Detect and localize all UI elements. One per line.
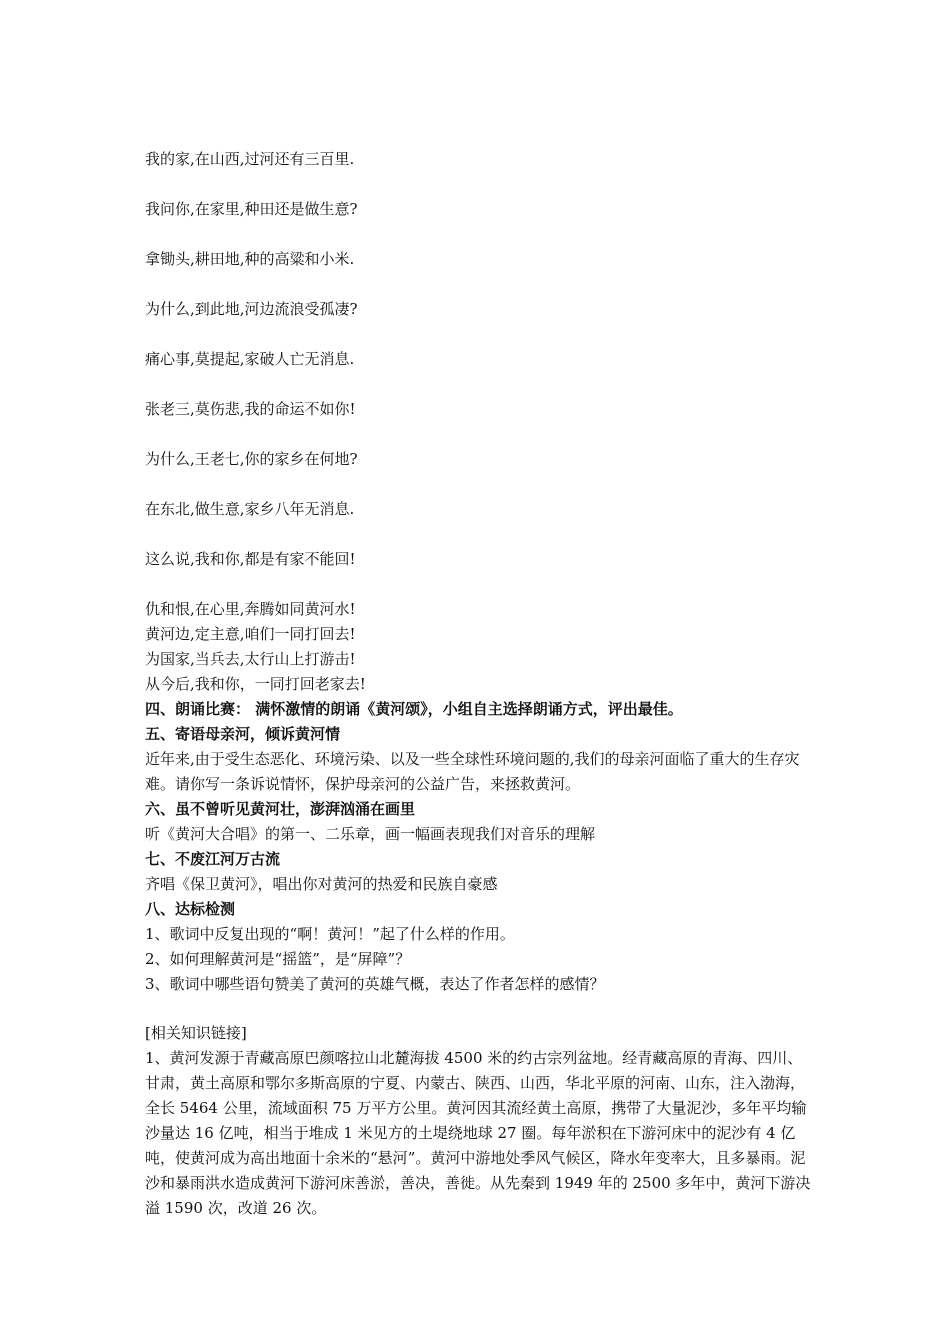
lyric-line: 黄河边,定主意,咱们一同打回去! [145, 625, 356, 643]
section-heading-song: 七、不废江河万古流 [145, 850, 281, 868]
lyric-line: 我的家,在山西,过河还有三百里. [145, 150, 355, 168]
lyric-line: 仇和恨,在心里,奔腾如同黄河水! [145, 600, 356, 618]
section-heading-painting: 六、虽不曾听见黄河壮，澎湃汹涌在画里 [145, 800, 416, 818]
section-body-song: 齐唱《保卫黄河》，唱出你对黄河的热爱和民族自豪感 [145, 875, 498, 893]
lyric-line: 这么说,我和你,都是有家不能回! [145, 550, 356, 568]
lyric-line: 为国家,当兵去,太行山上打游击! [145, 650, 356, 668]
section-heading-assessment: 八、达标检测 [145, 900, 236, 918]
lyric-line: 我问你,在家里,种田还是做生意? [145, 200, 358, 218]
section-heading-mother-river: 五、寄语母亲河，倾诉黄河情 [145, 725, 341, 743]
lyric-line: 从今后,我和你，一同打回老家去! [145, 675, 366, 693]
lyric-line: 为什么,到此地,河边流浪受孤凄? [145, 300, 358, 318]
lyric-line: 为什么,王老七,你的家乡在何地? [145, 450, 358, 468]
section-body-mother-river: 近年来,由于受生态恶化、环境污染、以及一些全球性环境问题的,我们的母亲河面临了重大的生存灾难。请你写一条诉说情怀，保护母亲河的公益广告，来拯救黄河。 [145, 750, 800, 793]
lyric-line: 拿锄头,耕田地,种的高粱和小米. [145, 250, 355, 268]
lyric-line: 痛心事,莫提起,家破人亡无消息. [145, 350, 355, 368]
question-item: 2、如何理解黄河是“摇篮”，是“屏障”？ [145, 950, 411, 968]
related-knowledge-body: 1、黄河发源于青藏高原巴颜喀拉山北麓海拔 4500 米的约古宗列盆地。经青藏高原的青海、四川、甘肃，黄土高原和鄂尔多斯高原的宁夏、内蒙古、陕西、山西，华北平原的河南、山东，注入渤海，全长 5464 公里，流域面积 75 万平方公里。黄河因其流经黄土高原，携带了大量泥沙，多年平均输沙量达 16 亿吨，相当于堆成 1 米见方的土堤绕地球 27 圈。每年淤积在下游河床中的泥沙有 4 亿吨，使黄河成为高出地面十余米的“悬河”。黄河中游地处季风气候区，降水年变率大，且多暴雨。泥沙和暴雨洪水造成黄河下游河床善淤，善决，善徙。从先秦到 1949 年的 2500 多年中，黄河下游决溢 1590 次，改道 26 次。 [145, 1049, 811, 1217]
lyric-line: 在东北,做生意,家乡八年无消息. [145, 500, 355, 518]
lyric-line: 张老三,莫伤悲,我的命运不如你! [145, 400, 356, 418]
section-body-painting: 听《黄河大合唱》的第一、二乐章，画一幅画表现我们对音乐的理解 [145, 825, 596, 843]
section-heading-recitation: 四、朗诵比赛： 满怀激情的朗诵《黄河颂》，小组自主选择朗诵方式，评出最佳。 [145, 700, 683, 718]
related-knowledge-heading: [相关知识链接] [145, 1024, 247, 1042]
question-item: 1、歌词中反复出现的“啊！黄河！”起了什么样的作用。 [145, 925, 515, 943]
question-item: 3、歌词中哪些语句赞美了黄河的英雄气概，表达了作者怎样的感情？ [145, 975, 605, 993]
